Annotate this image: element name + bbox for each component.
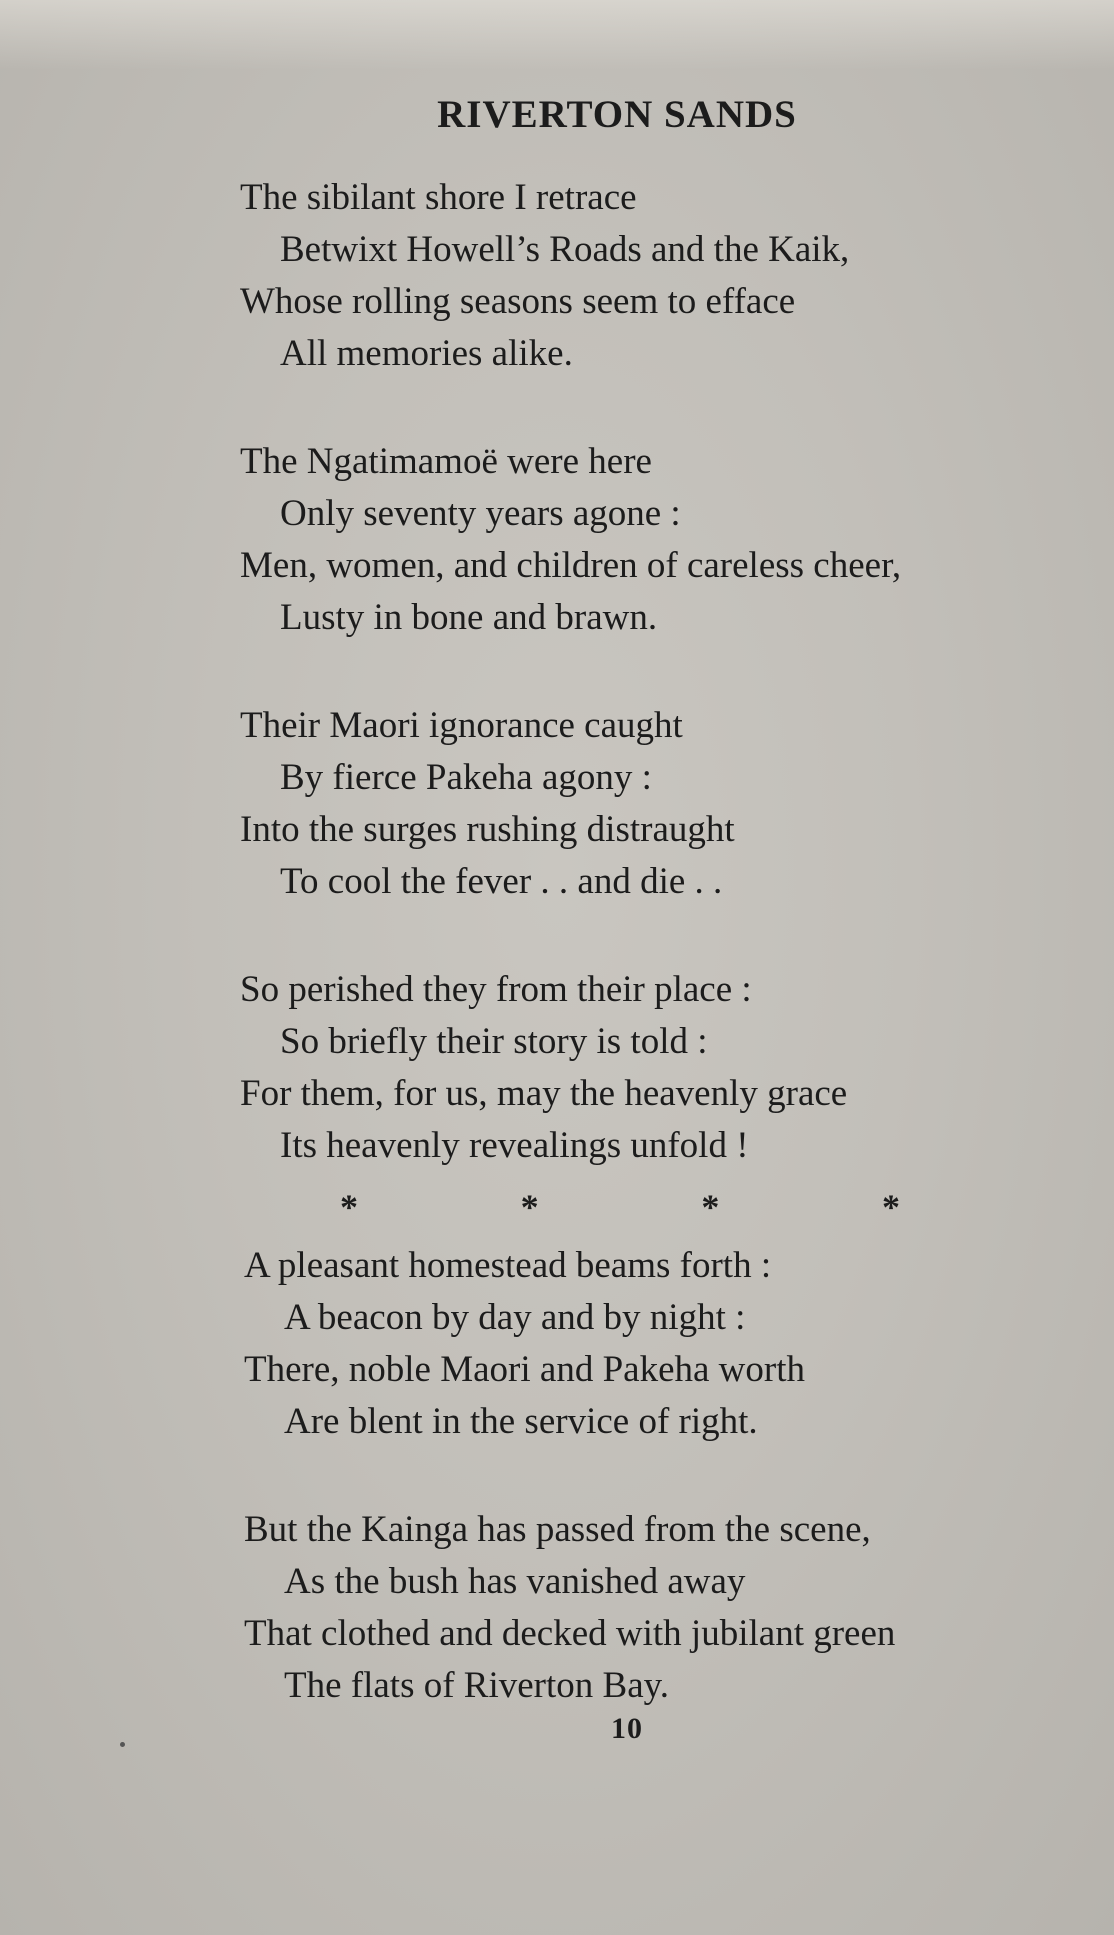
asterisk: * — [701, 1187, 720, 1227]
poem-line: That clothed and decked with jubilant green — [244, 1613, 896, 1654]
poem-line: But the Kainga has passed from the scene, — [244, 1509, 871, 1550]
poem-line: For them, for us, may the heavenly grace — [240, 1073, 848, 1114]
poem-line: A beacon by day and by night : — [284, 1297, 746, 1338]
poem-line: Betwixt Howell’s Roads and the Kaik, — [280, 229, 850, 270]
poem-line: The flats of Riverton Bay. — [284, 1665, 669, 1706]
poem-line: Are blent in the service of right. — [284, 1401, 758, 1442]
asterisk: * — [520, 1187, 539, 1227]
paper-speck — [120, 1742, 125, 1747]
poem-line: Into the surges rushing distraught — [240, 809, 735, 850]
poem-part-two — [244, 1240, 1104, 1768]
poem-line: To cool the fever . . and die . . — [280, 861, 723, 902]
poem-line: So briefly their story is told : — [280, 1021, 708, 1062]
poem-line: Whose rolling seasons seem to efface — [240, 281, 796, 322]
poem-line: There, noble Maori and Pakeha worth — [244, 1349, 805, 1390]
stanza-1 — [240, 172, 1100, 380]
poem-title: RIVERTON SANDS — [437, 93, 797, 136]
asterisk: * — [340, 1187, 358, 1227]
stanza-6 — [244, 1504, 1104, 1712]
page-number: 10 — [611, 1712, 643, 1745]
poem-part-one — [240, 172, 1100, 1228]
poem-line: The sibilant shore I retrace — [240, 177, 637, 218]
poem-line: As the bush has vanished away — [284, 1561, 746, 1602]
poem-line: Their Maori ignorance caught — [240, 705, 683, 746]
stanza-2 — [240, 436, 1100, 644]
stanza-5 — [244, 1240, 1104, 1448]
section-divider — [340, 1186, 900, 1228]
stanza-3 — [240, 700, 1100, 908]
poem-line: A pleasant homestead beams forth : — [244, 1245, 772, 1286]
poem-line: By fierce Pakeha agony : — [280, 757, 652, 798]
poem-line: The Ngatimamoë were here — [240, 441, 652, 482]
stanza-4 — [240, 964, 1100, 1172]
poem-line: Only seventy years agone : — [280, 493, 681, 534]
poem-line: Men, women, and children of careless cheer, — [240, 545, 902, 586]
asterisk: * — [881, 1187, 900, 1227]
poem-line: Its heavenly revealings unfold ! — [280, 1125, 749, 1166]
poem-line: All memories alike. — [280, 333, 573, 374]
poem-line: Lusty in bone and brawn. — [280, 597, 658, 638]
poem-line: So perished they from their place : — [240, 969, 752, 1010]
